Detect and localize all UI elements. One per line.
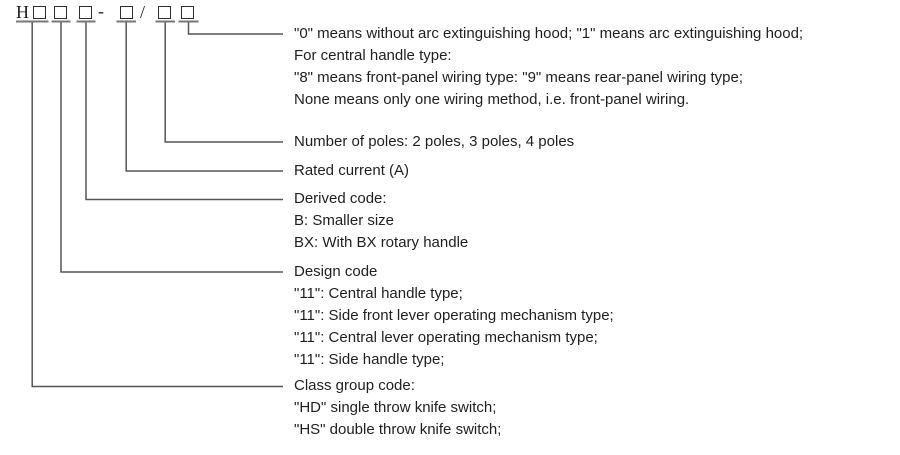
annotation-text-line: For central handle type: [294, 47, 452, 64]
annotation-text-line: Number of poles: 2 poles, 3 poles, 4 poles [294, 133, 575, 150]
connector-number-of-poles [165, 23, 283, 143]
annotation-text-line: Design code [294, 263, 378, 280]
annotation-design-code [294, 261, 614, 371]
annotation-text-line: Rated current (A) [294, 162, 410, 179]
connector-class-group-code [32, 23, 283, 387]
code-prefix-letter: H [16, 2, 29, 22]
annotation-text-line: "HD" single throw knife switch; [294, 399, 497, 416]
annotation-text-line: "0" means without arc extinguishing hood; "1" means arc extinguishing hood; [294, 25, 804, 42]
connector-hood-and-wiring [189, 23, 284, 35]
annotation-derived-code [294, 188, 468, 254]
code-dash-separator: - [98, 1, 104, 21]
annotation-text-line: B: Smaller size [294, 212, 395, 229]
annotation-text-line: "11": Side handle type; [294, 351, 445, 368]
code-box-derived [54, 6, 67, 19]
code-box-poles [120, 6, 133, 19]
annotation-text-line: "8" means front-panel wiring type: "9" means rear-panel wiring type; [294, 69, 744, 86]
code-box-hood [181, 6, 194, 19]
code-slash-separator: / [140, 2, 146, 22]
annotation-text-line: "11": Central lever operating mechanism type; [294, 329, 598, 346]
annotation-text-line: "11": Central handle type; [294, 285, 463, 302]
code-box-rated-current [79, 6, 92, 19]
annotation-rated-current [294, 160, 409, 182]
annotation-number-of-poles [294, 131, 574, 153]
code-box-design [33, 6, 46, 19]
annotation-text-line: "11": Side front lever operating mechanism type; [294, 307, 614, 324]
annotation-text-line: BX: With BX rotary handle [294, 234, 469, 251]
connector-rated-current [126, 23, 283, 172]
connector-design-code [61, 23, 283, 273]
annotation-text-line: None means only one wiring method, i.e. front-panel wiring. [294, 91, 690, 108]
annotation-hood-and-wiring [294, 23, 803, 111]
annotation-text-line: Derived code: [294, 190, 387, 207]
annotation-text-line: "HS" double throw knife switch; [294, 421, 502, 438]
connector-derived-code [86, 23, 283, 200]
annotation-text-line: Class group code: [294, 377, 415, 394]
code-box-wiring [158, 6, 171, 19]
annotation-class-group-code [294, 375, 501, 441]
